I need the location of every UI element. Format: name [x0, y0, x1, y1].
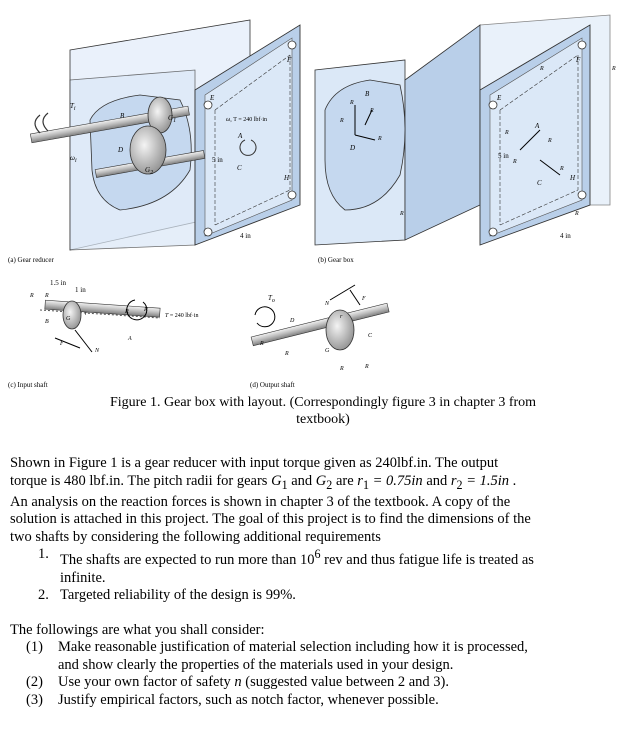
- panel-a-gear-reducer: [8, 20, 300, 264]
- label-4in-b: 4 in: [560, 232, 571, 240]
- label-rf-bottom: R: [575, 211, 579, 217]
- label-d: D: [118, 146, 124, 154]
- panel-c-label: (c) Input shaft: [8, 381, 48, 389]
- label-f-b: F: [576, 56, 581, 64]
- paragraph-3: The followings are what you shall consider:: [10, 621, 265, 638]
- label-r1: r: [85, 311, 88, 317]
- label-d-d: D: [290, 318, 295, 324]
- label-rbz-c: R: [30, 293, 34, 299]
- label-rby: R: [350, 100, 354, 106]
- label-c-d: C: [368, 333, 373, 339]
- panel-b-gear-box: [315, 15, 616, 264]
- list-item: (3) Justify empirical factors, such as notch factor, whenever possible.: [26, 691, 439, 708]
- label-rcy: R: [560, 166, 564, 172]
- label-5in: 5 in: [212, 156, 223, 164]
- label-e: E: [210, 94, 215, 102]
- label-g2: G2: [145, 166, 154, 176]
- label-wi: ωi: [70, 154, 77, 164]
- label-raz-c: R: [125, 309, 129, 315]
- label-g1: G1: [168, 114, 177, 124]
- label-g2-d: G: [325, 348, 330, 354]
- label-re-top: R: [540, 66, 544, 72]
- paragraph-1: Shown in Figure 1 is a gear reducer with input torque given as 240lbf.in. The output torque is 480 lbf.in. The pitch radii for gears $G_1$ and $G_2$ are $r_1 = 0.75in$ and $r_2 = 1.5in$ .: [10, 455, 517, 492]
- label-ray-c: R: [144, 307, 148, 313]
- label-h: H: [284, 174, 290, 182]
- label-rcy-d: R: [340, 366, 344, 372]
- requirements-list: [10, 546, 630, 604]
- label-n-d: N: [325, 301, 330, 307]
- list-item: (1) Make reasonable justification of material selection including how it is processed, and show clearly the properties of the materials used in your design.: [26, 639, 528, 673]
- label-raz: R: [548, 138, 552, 144]
- label-1-5in: 1.5 in: [50, 279, 66, 287]
- label-5in-b: 5 in: [498, 152, 509, 160]
- label-rcz: R: [513, 159, 517, 165]
- label-rdy: R: [378, 136, 382, 142]
- caption-line-1: Figure 1. Gear box with layout. (Correspondingly figure 3 in chapter 3 from: [109, 395, 537, 410]
- label-ti: Ti: [70, 102, 76, 112]
- label-re: R: [400, 211, 404, 217]
- label-c: C: [237, 164, 242, 172]
- label-rbz: R: [370, 108, 374, 114]
- label-to: To: [268, 294, 275, 304]
- label-e-b: E: [497, 94, 502, 102]
- label-r2: r: [340, 314, 343, 320]
- label-n-c: N: [95, 348, 100, 354]
- label-rdy-d: R: [260, 341, 264, 347]
- list-item: 1. The shafts are expected to run more than $10^6$ rev and thus fatigue life is treated as infinite.: [38, 546, 534, 586]
- label-f-c: F: [60, 341, 64, 347]
- considerations-list: [10, 639, 630, 709]
- panel-d-label: (d) Output shaft: [250, 381, 295, 389]
- figure-caption: [88, 394, 558, 428]
- label-c-b: C: [537, 179, 542, 187]
- label-torque-box: ω, T = 240 lbf·in: [226, 117, 268, 123]
- panel-d-output-shaft: [250, 285, 389, 389]
- label-1in: 1 in: [75, 286, 86, 294]
- label-rcz-d: R: [365, 364, 369, 370]
- label-a: A: [238, 132, 243, 140]
- label-rf: R: [612, 66, 616, 72]
- label-f-d: F: [362, 296, 366, 302]
- label-a-b: A: [535, 122, 540, 130]
- label-rdz-d: R: [285, 351, 289, 357]
- panel-a-label: (a) Gear reducer: [8, 256, 54, 264]
- label-ti-240: T = 240 lbf·in: [165, 313, 199, 319]
- label-f: F: [287, 56, 292, 64]
- label-b: B: [120, 112, 125, 120]
- body-text: [10, 455, 630, 709]
- list-item: 2. Targeted reliability of the design is 99%.: [38, 587, 296, 604]
- caption-line-2: textbook): [296, 412, 350, 427]
- label-b-c: B: [45, 319, 49, 325]
- panel-b-label: (b) Gear box: [318, 256, 354, 264]
- label-d-b: D: [350, 144, 356, 152]
- label-h-b: H: [570, 174, 576, 182]
- label-rby-c: R: [45, 293, 49, 299]
- label-4in: 4 in: [240, 232, 251, 240]
- paragraph-2: An analysis on the reaction forces is shown in chapter 3 of the textbook. A copy of the solution is attached in this project. The goal of this project is to find the dimensions of the two shafts by considering the following additional requirements: [10, 493, 531, 545]
- label-ray: R: [505, 130, 509, 136]
- label-b-b: B: [365, 90, 370, 98]
- list-item: (2) Use your own factor of safety n (suggested value between 2 and 3).: [26, 674, 449, 691]
- label-a-c: A: [128, 336, 132, 342]
- panel-c-input-shaft: [8, 279, 199, 389]
- label-rdz: R: [340, 118, 344, 124]
- label-g1-c: G: [66, 316, 71, 322]
